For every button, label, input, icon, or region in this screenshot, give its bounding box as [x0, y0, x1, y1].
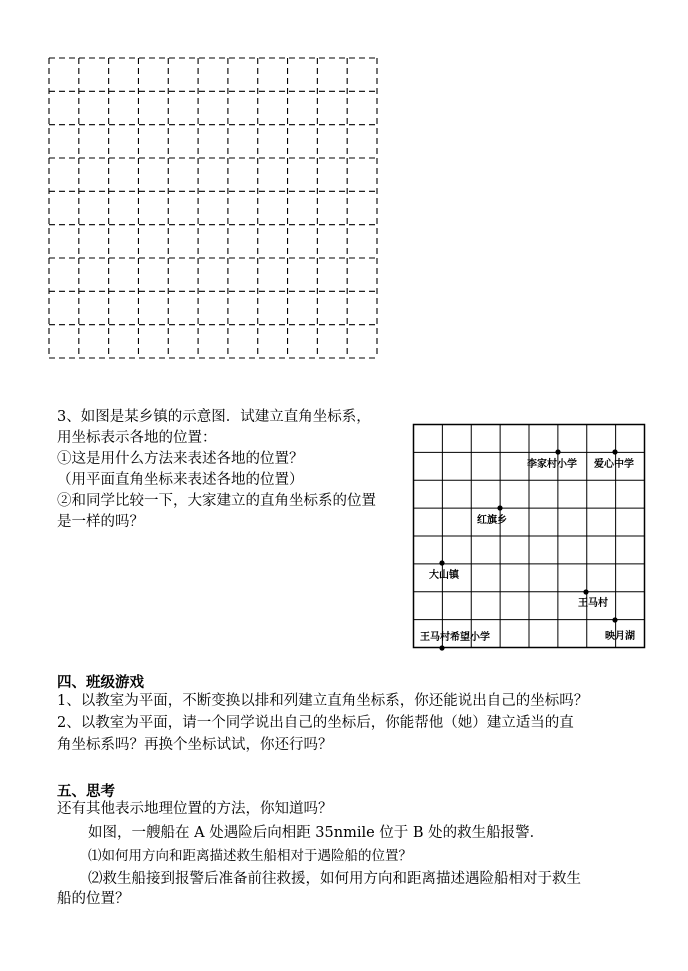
section-4-line-3: 角坐标系吗？再换个坐标试试，你还行吗？ — [57, 737, 333, 753]
problem-3-line-5: ②和同学比较一下，大家建立的直角坐标系的位置 — [57, 493, 376, 509]
aixin-school-label: 爱心中学 — [594, 459, 634, 470]
section-4-body — [57, 690, 588, 756]
section-5-line-4: ⑵救生船接到报警后准备前往救援，如何用方向和距离描述遇险船相对于救生 — [88, 871, 581, 887]
section-5-line-3: ⑴如何用方向和距离描述救生船相对于遇险船的位置？ — [88, 848, 412, 864]
yingyue-label: 映月湖 — [605, 631, 635, 642]
aixin-school-point — [612, 449, 617, 454]
problem-3-line-3: ①这是用什么方法来表述各地的位置？ — [57, 451, 304, 467]
hongqi-point — [497, 505, 502, 510]
lijia-school-label: 李家村小学 — [527, 459, 577, 470]
section-4-line-1: 1、以教室为平面，不断变换以排和列建立直角坐标系，你还能说出自己的坐标吗？ — [57, 693, 589, 709]
wangma-label: 王马村 — [578, 598, 608, 609]
problem-3-line-6: 是一样的吗？ — [57, 514, 144, 530]
blank-dashed-grid — [0, 0, 400, 370]
lijia-school-point — [555, 449, 560, 454]
section-4-title: 四、班级游戏 — [57, 674, 144, 691]
problem-3-line-4: （用平面直角坐标来表述各地的位置） — [57, 472, 304, 488]
section-5-line-5: 船的位置？ — [57, 891, 130, 907]
problem-3 — [57, 407, 376, 533]
wangma-school-label: 王马村希望小学 — [420, 632, 490, 643]
dashan-point — [439, 560, 444, 565]
problem-3-line-2: 用坐标表示各地的位置： — [57, 430, 217, 446]
hongqi-label: 红旗乡 — [477, 515, 507, 526]
town-map — [410, 420, 650, 655]
yingyue-point — [612, 617, 617, 622]
section-5-line-1: 还有其他表示地理位置的方法，你知道吗？ — [57, 801, 333, 817]
problem-3-line-1: 3、如图是某乡镇的示意图．试建立直角坐标系， — [57, 409, 371, 425]
wangma-school-point — [439, 645, 444, 650]
section-4-line-2: 2、以教室为平面，请一个同学说出自己的坐标后，你能帮他（她）建立适当的直 — [57, 715, 574, 731]
dashan-label: 大山镇 — [429, 570, 459, 581]
wangma-point — [583, 589, 588, 594]
section-5-line-2: 如图，一艘船在 A 处遇险后向相距 35nmile 位于 B 处的救生船报警． — [88, 825, 545, 841]
section-5-title: 五、思考 — [57, 783, 115, 800]
